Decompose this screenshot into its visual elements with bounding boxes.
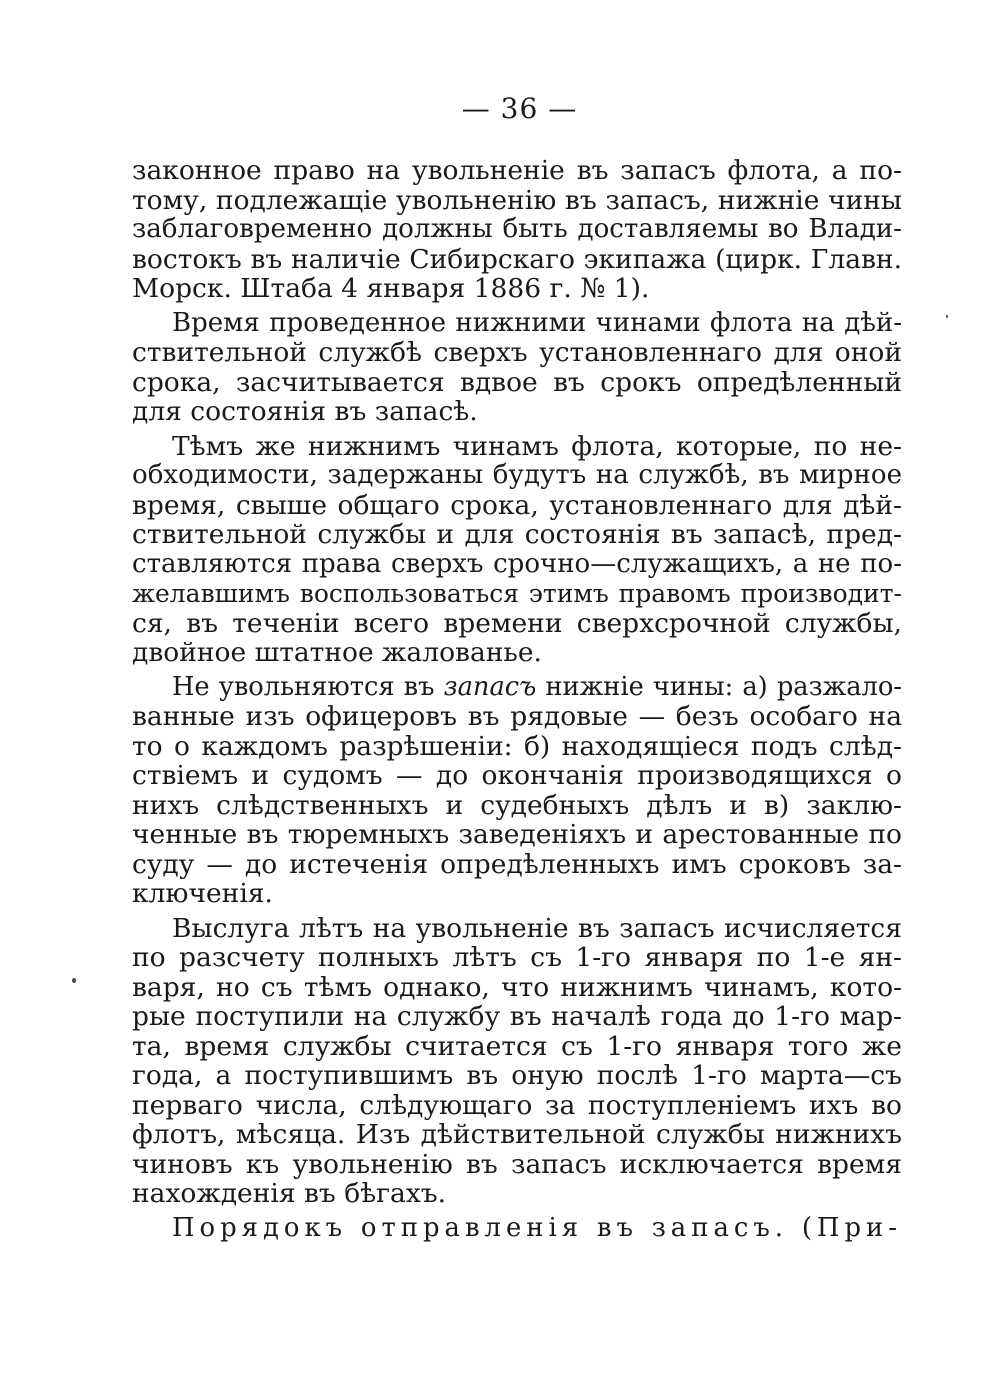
text-line: востокъ въ наличіе Сибирскаго экипажа (цирк. Главн. — [132, 243, 902, 275]
text-line: ключенія. — [132, 878, 273, 909]
text-line: Тѣмъ же нижнимъ чинамъ флота, которые, по не- — [172, 430, 902, 462]
print-speck — [72, 978, 76, 983]
paragraph-4 — [132, 673, 902, 909]
text-line: желавшимъ воспользоваться этимъ правомъ производит- — [132, 579, 902, 608]
paragraph-6 — [132, 1214, 902, 1244]
text-line: Выслуга лѣтъ на увольненіе въ запасъ исчисляется — [172, 912, 902, 944]
paragraph-5 — [132, 914, 902, 1209]
text-line: Не увольняются въ запасъ нижніе чины: а) разжало- — [172, 671, 902, 702]
text-line: ся, въ теченіи всего времени сверхсрочной службы, — [132, 607, 902, 639]
text-line: варя, но съ тѣмъ однако, что нижнимъ чинамъ, кото- — [132, 971, 902, 1003]
text-line: нихъ слѣдственныхъ и судебныхъ дѣлъ и в) заклю- — [132, 789, 902, 821]
text-line: года, а поступившимъ въ оную послѣ 1-го марта—съ — [132, 1060, 902, 1091]
text-line: та, время службы считается съ 1-го января того же — [132, 1030, 902, 1062]
text-line: ствительной службы и для состоянія въ запасѣ, пред- — [132, 519, 902, 550]
text-line: ванные изъ офицеровъ въ рядовые — безъ особаго на — [132, 701, 902, 732]
text-line: чиновъ къ увольненію въ запасъ исключается время — [132, 1148, 902, 1180]
body-text — [132, 156, 902, 1243]
print-speck — [946, 315, 948, 318]
text-line: законное право на увольненіе въ запасъ флота, а по- — [132, 155, 902, 186]
text-line: срока, засчитывается вдвое въ срокъ опредѣленный — [132, 366, 902, 398]
text-line: ствительной службѣ сверхъ установленнаго для оной — [132, 337, 902, 368]
text-line: для состоянія въ запасѣ. — [132, 396, 478, 427]
page-number: — 36 — — [461, 92, 578, 125]
text-line: Время проведенное нижними чинами флота на дѣй- — [172, 307, 902, 338]
paragraph-1 — [132, 156, 902, 304]
text-line: время, свыше общаго срока, установленнаго для дѣй- — [132, 489, 902, 521]
text-line: обходимости, задержаны будутъ на службѣ, въ мирное — [132, 460, 902, 490]
text-line: Порядокъ отправленія въ запасъ. (При- — [172, 1212, 902, 1243]
text-line: ставляются права сверхъ срочно—служащихъ, а не по- — [132, 548, 902, 579]
text-line: рые поступили на службу въ началѣ года до 1-го мар- — [132, 1001, 902, 1032]
paragraph-3 — [132, 432, 902, 668]
text-line: по разсчету полныхъ лѣтъ съ 1-го января по 1-е ян- — [132, 942, 902, 973]
text-line: флотъ, мѣсяца. Изъ дѣйствительной службы нижнихъ — [132, 1119, 902, 1150]
text-line: ченные въ тюремныхъ заведеніяхъ и арестованные по — [132, 819, 902, 850]
text-line: ствіемъ и судомъ — до окончанія производящихся о — [132, 760, 902, 791]
text-line: Морск. Штаба 4 января 1886 г. № 1). — [132, 273, 650, 304]
paragraph-2 — [132, 309, 902, 427]
text-line: заблаговременно должны быть доставляемы во Влади- — [132, 214, 902, 244]
text-line: тому, подлежащіе увольненію въ запасъ, нижніе чины — [132, 184, 902, 216]
text-line: перваго числа, слѣдующаго за поступленіемъ ихъ во — [132, 1089, 902, 1121]
text-line: нахожденія въ бѣгахъ. — [132, 1178, 447, 1209]
text-line: то о каждомъ разрѣшеніи: б) находящіеся подъ слѣд- — [132, 730, 902, 762]
emphasized-word: запасъ — [443, 671, 537, 702]
text-line: двойное штатное жалованье. — [132, 637, 542, 668]
text-line: суду — до истеченія опредѣленныхъ имъ сроковъ за- — [132, 848, 902, 880]
